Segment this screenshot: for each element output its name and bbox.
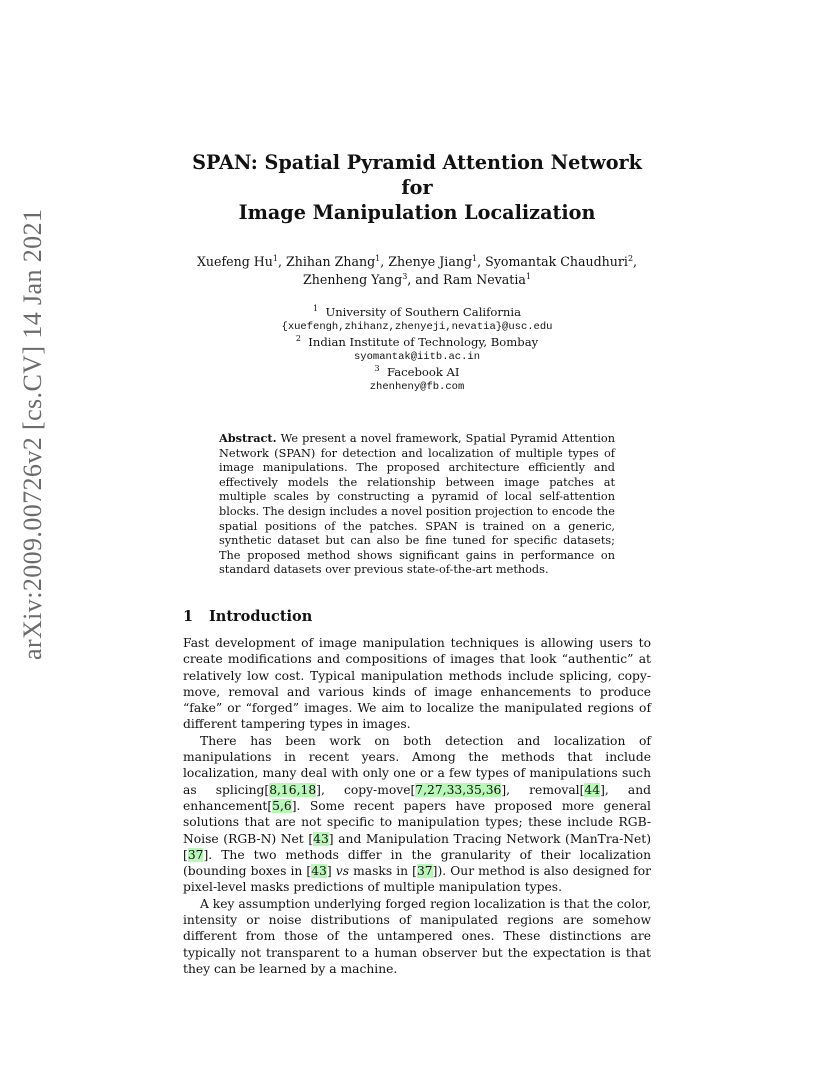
author-name: Zhenye Jiang bbox=[388, 254, 473, 269]
citation-link[interactable]: 43 bbox=[313, 831, 329, 846]
affiliation-mark: 1 bbox=[312, 304, 319, 313]
emphasis: vs bbox=[335, 864, 350, 879]
body-paragraph: A key assumption underlying forged region localization is that the color, intensity or noise distributions of manipulated regions are somehow different from those of the untampered ones. These distinctions are typically not transparent to a human observer but the expectation is that they can be learned by a machine. bbox=[183, 896, 651, 976]
affiliation bbox=[183, 335, 651, 350]
title-line: Image Manipulation Localization bbox=[238, 201, 596, 224]
citation-link[interactable]: 8,16,18 bbox=[269, 782, 317, 797]
affiliation-name: University of Southern California bbox=[325, 305, 522, 319]
affiliation-mark: 2 bbox=[295, 334, 301, 343]
title-line: SPAN: Spatial Pyramid Attention Network for bbox=[192, 151, 642, 199]
abstract-text: We present a novel framework, Spatial Pyramid Attention Network (SPAN) for detection and localization of multiple types of image manipulations. The proposed architecture efficiently and effectively models the relationship between image patches at multiple scales by constructing a pyramid of local self-attention blocks. The design includes a novel position projection to encode the spatial positions of the patches. SPAN is trained on a generic, synthetic dataset but can also be fine tuned for specific datasets; The proposed method shows significant gains in performance on standard datasets over previous state-of-the-art methods. bbox=[219, 432, 615, 577]
affiliation bbox=[183, 365, 651, 380]
abstract-label: Abstract. bbox=[219, 431, 277, 445]
section-title: Introduction bbox=[209, 607, 313, 625]
affiliation-email: {xuefengh,zhihanz,zhenyeji,nevatia}@usc.edu bbox=[281, 321, 553, 333]
paper-page bbox=[183, 150, 651, 977]
author-affiliation-mark: 2 bbox=[627, 254, 634, 263]
author-list bbox=[183, 253, 651, 289]
citation-link[interactable]: 37 bbox=[187, 847, 204, 862]
paper-title bbox=[183, 150, 651, 225]
citation-link[interactable]: 43 bbox=[311, 864, 327, 879]
citation-link[interactable]: 44 bbox=[584, 782, 601, 797]
section-number: 1 bbox=[183, 607, 194, 625]
author-name: Zhihan Zhang bbox=[285, 254, 376, 269]
abstract bbox=[219, 431, 615, 578]
affiliation-email: zhenheny@fb.com bbox=[369, 381, 465, 393]
author-name: Xuefeng Hu bbox=[196, 254, 273, 269]
author-affiliation-mark: 1 bbox=[272, 254, 278, 263]
author-affiliation-mark: 1 bbox=[525, 272, 531, 281]
affiliation-name: Facebook AI bbox=[386, 365, 460, 379]
author-affiliation-mark: 1 bbox=[375, 254, 381, 263]
arxiv-identifier: arXiv:2009.00726v2 [cs.CV] 14 Jan 2021 bbox=[18, 208, 47, 660]
citation-link[interactable]: 5,6 bbox=[272, 798, 292, 813]
citation-link[interactable]: 7,27,33,35,36 bbox=[415, 782, 502, 797]
affiliation-mark: 3 bbox=[374, 364, 380, 373]
body-paragraph: There has been work on both detection and localization of manipulations in recent years. Among the methods that include localization, many deal with only one or a few types of manipulations such as splicing[8,16,18], copy-move[7,27,33,35,36], removal[44], and enhancement[5,6]. Some recent papers have proposed more general solutions that are not specific to manipulation types; these include RGB-Noise (RGB-N) Net [43] and Manipulation Tracing Network (ManTra-Net) [37]. The two methods differ in the granularity of their localization (bounding boxes in [43] vs masks in [37]). Our method is also designed for pixel-level masks predictions of multiple manipulation types. bbox=[183, 733, 652, 895]
affiliation-name: Indian Institute of Technology, Bombay bbox=[308, 335, 539, 349]
body-paragraph: Fast development of image manipulation techniques is allowing users to create modifications and compositions of images that look “authentic” at relatively low cost. Typical manipulation methods include splicing, copy-move, removal and various kinds of image enhancements to produce “fake” or “forged” images. We aim to localize the manipulated regions of different tampering types in images. bbox=[183, 635, 651, 732]
author-name: Zhenheng Yang bbox=[303, 272, 403, 287]
author-affiliation-mark: 1 bbox=[472, 254, 478, 263]
section-body bbox=[183, 635, 651, 977]
author-affiliation-mark: 3 bbox=[402, 272, 408, 281]
affiliation-email: syomantak@iitb.ac.in bbox=[353, 351, 481, 363]
section-heading bbox=[183, 608, 651, 625]
affiliation bbox=[183, 305, 651, 320]
author-name: Syomantak Chaudhuri bbox=[485, 254, 628, 269]
author-line: Xuefeng Hu$^1$, Zhihan Zhang$^1$, Zhenye Jiang$^1$, Syomantak Chaudhuri$^2$, bbox=[196, 254, 638, 269]
citation-link[interactable]: 37 bbox=[416, 864, 433, 879]
affiliations bbox=[183, 305, 651, 395]
author-name: and Ram Nevatia bbox=[415, 272, 526, 287]
author-line: Zhenheng Yang$^3$, and Ram Nevatia$^1$ bbox=[303, 272, 531, 287]
